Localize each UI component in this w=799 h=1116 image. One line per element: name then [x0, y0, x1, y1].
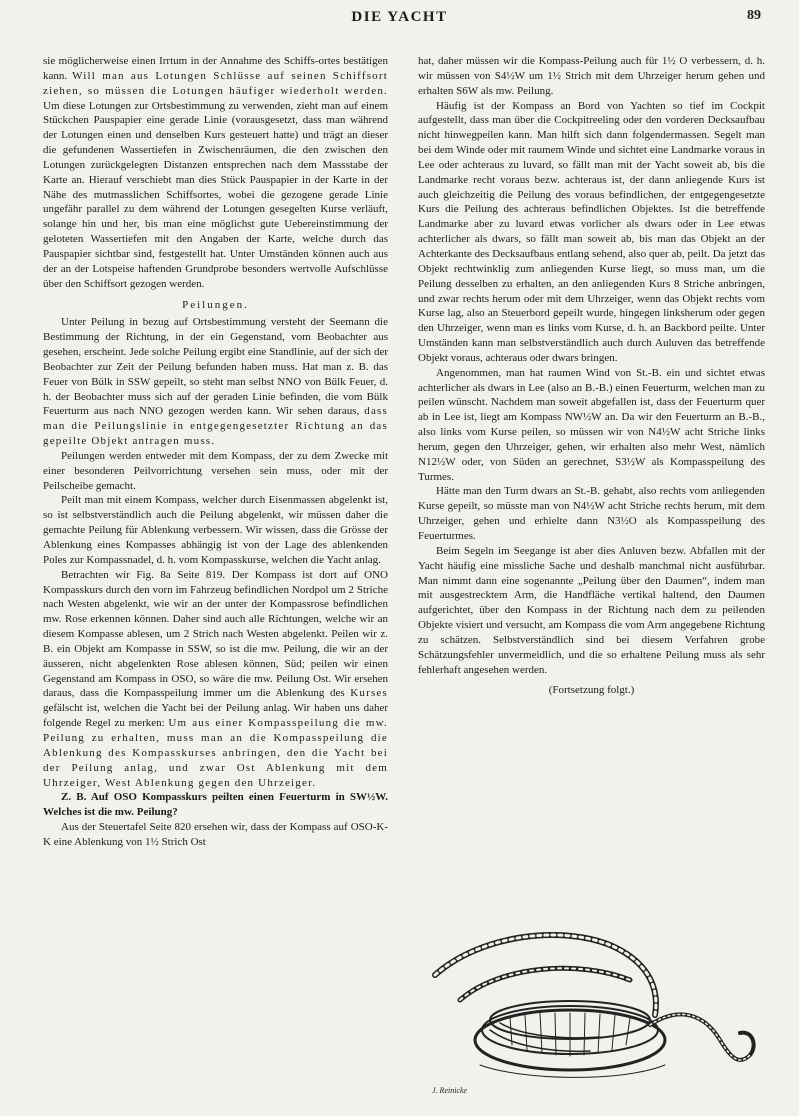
continued-note: (Fortsetzung folgt.) [548, 684, 635, 697]
paragraph: Hätte man den Turm dwars an St.-B. gehabt, also rechts vom anliegenden Kurse gepeilt, so müsste man von N4½W acht Striche rechts herum, mit dem Uhrzeiger, gehen und erhielte dann N3½O als Kompasspeilung des Feuerturmes. [418, 485, 765, 542]
paragraph [43, 54, 388, 292]
emphasis-text: dass man die Peilungslinie in entgegengesetzter Richtung an das gepeilte Objekt antragen muss. [43, 405, 388, 448]
paragraph: Beim Segeln im Seegange ist aber dies Anluven bezw. Abfallen mit der Yacht häufig eine missliche Sache und deshalb manchmal nicht ausführbar. Man nimmt dann eine sogenannte „Peilung über den Daumen“, indem man mit ausgestrecktem Arm, die Handfläche vertikal haltend, den Daumen aufgerichtet, über den Kompass in der Richtung nach dem zu peilenden Objekte visiert und versucht, am Kompass die vom Arm angegebene Richtung zu schätzen. Selbstverständlich sind bei diesem Verfahren grobe Schätzungsfehler unvermeidlich, und die so erhaltene Peilung muss als sehr fehlerhaft angesehen werden. [418, 544, 765, 676]
running-title: DIE YACHT [351, 9, 448, 25]
paragraph: Häufig ist der Kompass an Bord von Yachten so tief im Cockpit aufgestellt, dass man über die Cockpitreeling oder den vorderen Decksaufbau nicht hinwegpeilen kann. Man hilft sich dann folgendermassen. Segelt man bei dem Winde oder mit raumem Winde und sichtet eine Landmarke voraus in Lee oder achteraus zu luvard, so fällt man mit der Yacht soweit ab, bis die Landmarke recht voraus bezw. achteraus ist, der dann anliegende Kurs ist auch gleichzeitig die Peilung des voraus befindlichen, der entgegengesetzte Kurs die Peilung des achteraus befindlichen Objektes. Ist die betreffende Landmarke aber zu luvard etwas vorlicher als dwars oder in Lee etwas achterlicher als dwars, so fällt man soweit ab, bis man das Objekt an der Achterkante des Decksaufbaus entlang sehend, also quer ab, peilt. Da jetzt das Objekt rechtwinklig zum anliegenden Kurse liegt, so muss man, um die Peilung desselben zu erhalten, an den anliegenden Kurs 8 Striche anbringen, und zwar rechts herum oder mit dem Uhrzeiger, wenn das Objekt rechts vom Kurse lag, also an Steuerbord gepeilt wurde, hingegen linksherum oder gegen den Uhrzeiger, wenn man es links vom Kurse, d. h. an Backbord peilte. Unter Umständen kann man selbstverständlich auch durch Auluven das betreffende Objekt voraus, achteraus oder dwars bringen. [418, 99, 765, 364]
left-column [43, 54, 388, 850]
section-heading: Peilungen. [182, 298, 249, 311]
paragraph [43, 568, 388, 791]
paragraph: Angenommen, man hat raumen Wind von St.-B. ein und sichtet etwas achterlicher als dwars in Lee (also an B.-B.) einen Feuerturm, welchen man zu peilen wünscht. Nachdem man soweit abgefallen ist, dass der Feuerturm quer ab in Lee ist, liegt am Kompass NW½W an. Da wir den Feuerturm an B.-B., also links vom Kurse peilen, so müssen wir von N4½W acht Striche links herum, gegen den Uhrzeiger, gehen, wir erhalten also mehr West, nämlich N12½W oder, von Süden an gerechnet, S3½W als Kompasspeilung des Turmes. [418, 366, 765, 483]
text-run: sie möglicherweise einen Irrtum in der Annahme des Schiffs-ortes bestätigen kann. [43, 55, 388, 82]
paragraph: hat, daher müssen wir die Kompass-Peilung auch für 1½ O verbessern, d. h. wir müssen von S4½W um 1½ Strich mit dem Uhrzeiger herum gehen und erhalten S6W als mw. Peilung. [418, 55, 765, 97]
paragraph: Peilungen werden entweder mit dem Kompass, der zu dem Zwecke mit einer besonderen Peilvorrichtung versehen sein muss, oder mit der Peilscheibe gemacht. [43, 449, 388, 492]
paragraph: Z. B. Auf OSO Kompasskurs peilten einen Feuerturm in SW½W. Welches ist die mw. Peilung? [43, 791, 388, 819]
emphasis-text: Kurses [350, 687, 388, 700]
paragraph [43, 315, 388, 449]
rule-text: Um aus einer Kompasspeilung die mw. Peilung zu erhalten, muss man an die Kompasspeilung die Ablenkung des Kompasskurses anbringen, den die Yacht bei der Peilung anlag, und zwar Ost Ablenkung mit dem Uhrzeiger, West Ablenkung gegen den Uhrzeiger. [43, 717, 388, 789]
rope-illustration [420, 905, 765, 1100]
text-run: Unter Peilung in bezug auf Ortsbestimmung versteht der Seemann die Bestimmung der Richtung, in der ein Gegenstand, vom Beobachter aus gesehen, erscheint. Jede solche Peilung ergibt eine Standlinie, auf der sich der Beobachter zur Zeit der Peilung befunden haben muss. Hat man z. B. das Feuer von Bülk in SSW gepeilt, so steht man selbst NNO von Bülk Feuer, d. h. der Beobachter muss sich auf der geraden Linie befinden, die vom Bülk Feuerturm aus nach NNO gezogen werden kann. Wir sehen daraus, [43, 316, 388, 418]
artist-signature: J. Reinicke [432, 1086, 468, 1095]
page-header [0, 9, 799, 29]
text-run: Um diese Lotungen zur Ortsbestimmung zu verwenden, zieht man auf einem Stückchen Pauspapier eine gerade Linie (vorausgesetzt, dass man während der Lotungen einen und denselben Kurs gesteuert hatte) und trägt an dieser die gefundenen Wassertiefen in Zwischenräumen, die den zwischen den Lotungen zurückgelegten Distanzen entsprechen nach dem Massstabe der Karte an. Hierauf verschiebt man dies Stück Pauspapier in der Karte in der Nähe des mutmasslichen Schiffsortes, wobei die gezogene gerade Linie ungefähr parallel zu dem während der Lotungen gesegelten Kurse verläuft, solange hin und her, bis man eine möglichst gute Uebereinstimmung der geloteten Wassertiefen mit den Angaben der Karte, welche durch das Pauspapier sichtbar sind, festgestellt hat. Unter Umständen können auch aus der an der Lotspeise haftenden Grundprobe besonders wertvolle Aufschlüsse über den Schiffsort gezogen werden. [43, 99, 388, 290]
text-run: Betrachten wir Fig. 8a Seite 819. Der Kompass ist dort auf ONO Kompasskurs durch den vorn im Fahrzeug befindlichen Nordpol um 2 Striche nach Westen abgelenkt, wie wir an der unter der Kompassrose befindlichen mw. Rose erkennen können. Daher sind auch alle Richtungen, welche wir an diesem Kompasse ablesen, um 2 Strich nach Westen abgelenkt. Peilen wir z. B. ein Objekt am Kompasse in SSW, so ist die mw. Peilung, die wir an der äusseren, nicht abgelenkten Rose ablesen können, Süd; peilen wir einen Gegenstand am Kompass in OSO, so wäre die mw. Peilung Ost. Wir ersehen daraus, dass die Kompasspeilung immer um die Ablenkung des [43, 568, 388, 700]
emphasis-text: Will man aus Lotungen Schlüsse auf seinen Schiffsort ziehen, so müssen die Lotungen häufiger wiederholt werden. [43, 69, 388, 97]
page-number: 89 [747, 8, 761, 23]
text-run: gefälscht ist, welchen die Yacht bei der Peilung anlag. Wir haben uns daher folgende Regel zu merken: [43, 702, 388, 730]
paragraph: Peilt man mit einem Kompass, welcher durch Eisenmassen abgelenkt ist, so ist selbstverständlich auch die Peilung abgelenkt, wir müssen daher die gemachte Peilung für Ablenkung verbessern. Wir wissen, dass die Grösse der Ablenkung eines Kompasses abhängig ist von der Lage des ablenkenden Poles zur Kompassnadel, d. h. vom Kompasskurse, welchen die Yacht anlag. [43, 494, 388, 566]
right-column [418, 54, 765, 698]
paragraph: Aus der Steuertafel Seite 820 ersehen wir, dass der Kompass auf OSO-K-K eine Ablenkung von 1½ Strich Ost [43, 821, 388, 848]
